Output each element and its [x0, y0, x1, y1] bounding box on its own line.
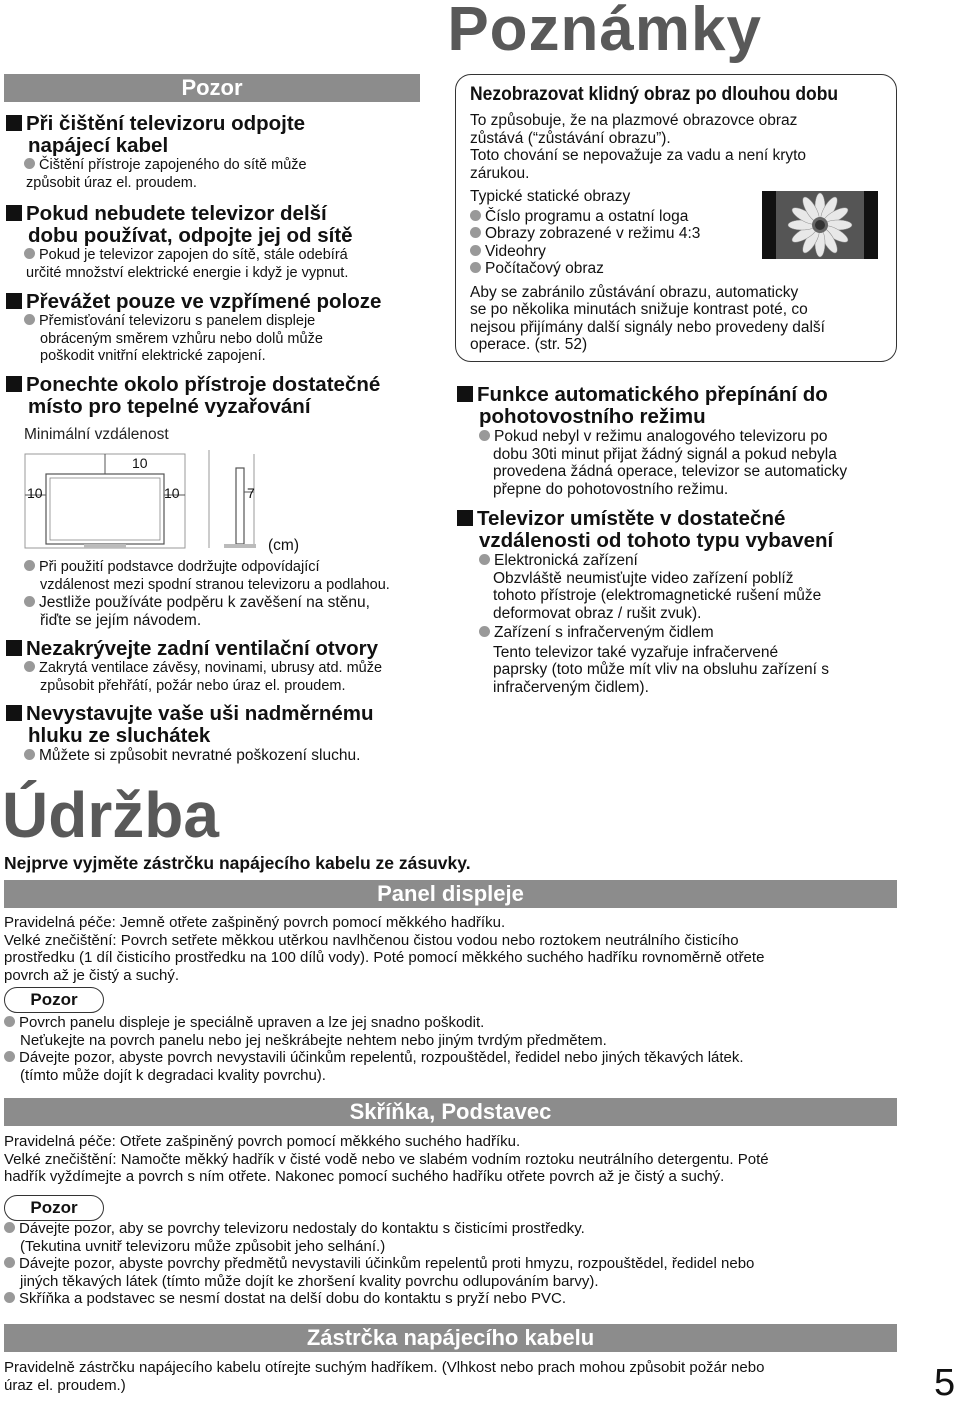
caution-section-vents	[6, 638, 426, 695]
square-bullet-icon	[6, 205, 22, 221]
body-text: Dávejte pozor, abyste povrch nevystavili účinkům repelentů, rozpouštědel, ředidel nebo jiných těkavých látek.	[19, 1049, 744, 1066]
section-heading-line2: napájecí kabel	[28, 134, 169, 157]
body-text: Velké znečištění: Namočte měkký hadřík v čisté vodě nebo ve slabém vodním roztoku neutrálního detergentu. Poté	[4, 1150, 769, 1168]
cabinet-care-text	[4, 1133, 904, 1186]
caution-section-transport	[6, 291, 426, 366]
circle-bullet-icon	[4, 1257, 15, 1268]
page-title: Poznámky	[447, 0, 762, 64]
body-text: infračerveným čidlem).	[493, 678, 649, 696]
list-item: Počítačový obraz	[485, 260, 604, 277]
circle-bullet-icon	[24, 314, 35, 325]
section-heading-line2: pohotovostního režimu	[479, 405, 706, 428]
circle-bullet-icon	[4, 1051, 15, 1062]
circle-bullet-icon	[24, 560, 35, 571]
circle-bullet-icon	[4, 1222, 15, 1233]
caution-section-ventilation-space	[6, 374, 426, 444]
square-bullet-icon	[6, 293, 22, 309]
body-text: se po několika minutách snižuje kontrast poté, co	[470, 301, 808, 318]
list-item: Obrazy zobrazené v režimu 4:3	[485, 225, 701, 242]
circle-bullet-icon	[24, 248, 35, 259]
body-text: Pravidelná péče: Jemně otřete zašpiněný povrch pomocí měkkého hadříku.	[4, 914, 506, 931]
panel-bar: Panel displeje	[4, 880, 897, 908]
clearance-left-label: 10	[27, 485, 43, 501]
circle-bullet-icon	[24, 158, 35, 169]
panel-caution-label: Pozor	[4, 987, 104, 1013]
circle-bullet-icon	[24, 596, 35, 607]
body-text: obráceným směrem vzhůru nebo dolů může	[40, 330, 323, 347]
section-heading-line2: místo pro tepelné vyzařování	[28, 395, 311, 418]
circle-bullet-icon	[479, 554, 490, 565]
body-text: jiných těkavých látek (tímto může dojít ke zhoršení kvality povrchu odlupováním barvy).	[20, 1272, 599, 1290]
body-text: Dávejte pozor, aby se povrchy televizoru nedostaly do kontaktu s čisticími prostředky.	[19, 1220, 585, 1237]
body-text: přepne do pohotovostního režimu.	[493, 480, 729, 498]
body-text: Toto chování se nepovažuje za vadu a není kryto	[470, 147, 807, 164]
section-heading: Funkce automatického přepínání do	[477, 383, 828, 406]
body-text: Zakrytá ventilace závěsy, novinami, ubrusy atd. může	[39, 660, 383, 676]
section-heading-line2: vzdálenosti od tohoto typu vybavení	[479, 529, 834, 552]
section-heading: Převážet pouze ve vzpřímené poloze	[26, 290, 382, 313]
square-bullet-icon	[457, 386, 473, 402]
circle-bullet-icon	[24, 749, 35, 760]
circle-bullet-icon	[24, 661, 35, 672]
body-text: deformovat obraz / rušit zvuk).	[493, 604, 702, 622]
body-text: Obzvláště neumisťujte video zařízení poblíž	[493, 569, 794, 587]
list-item: Číslo programu a ostatní loga	[485, 207, 689, 225]
panel-care-text	[4, 914, 904, 984]
diagram-label: Minimální vzdálenost	[24, 426, 169, 443]
body-text: tohoto přístroje (elektromagnetické rušení může	[493, 587, 822, 604]
body-text: Povrch panelu displeje je speciálně upraven a lze jej snadno poškodit.	[19, 1014, 485, 1031]
page-number: 5	[934, 1362, 956, 1404]
body-text: nejsou přijímány další signály nebo provedeny další	[470, 318, 825, 336]
body-text: Pravidelně zástrčku napájecího kabelu otírejte suchým hadříkem. (Vlhkost nebo prach mohou způsobit požár nebo	[4, 1359, 765, 1376]
square-bullet-icon	[6, 640, 22, 656]
body-text: operace. (str. 52)	[470, 336, 588, 353]
list-item: Zařízení s infračerveným čidlem	[494, 624, 714, 641]
clearance-back-label: 7	[247, 485, 255, 501]
circle-bullet-icon	[470, 227, 481, 238]
body-text: Čištění přístroje zapojeného do sítě může	[39, 157, 307, 173]
caution-ventilation-notes	[24, 559, 434, 629]
section-heading: Nevystavujte vaše uši nadměrnému	[26, 702, 374, 725]
note-box-title: Nezobrazovat klidný obraz po dlouhou dobu	[470, 84, 839, 105]
body-text: dobu 30ti minut přijat žádný signál a pokud nebyla	[493, 445, 837, 463]
section-heading: Ponechte okolo přístroje dostatečné	[26, 373, 381, 396]
circle-bullet-icon	[4, 1016, 15, 1027]
body-text: úraz el. proudem.)	[4, 1376, 126, 1394]
cabinet-bar: Skříňka, Podstavec	[4, 1098, 897, 1126]
body-text: Tento televizor také vyzařuje infračervené	[493, 643, 779, 661]
body-text: Pravidelná péče: Otřete zašpiněný povrch pomocí měkkého suchého hadříku.	[4, 1133, 521, 1150]
square-bullet-icon	[6, 115, 22, 131]
caution-section-headphones	[6, 703, 426, 765]
plug-bar: Zástrčka napájecího kabelu	[4, 1324, 897, 1352]
circle-bullet-icon	[479, 430, 490, 441]
standby-function-section	[457, 384, 907, 498]
body-text: Při použití podstavce dodržujte odpovídající	[39, 559, 320, 575]
body-text: paprsky (toto může mít vliv na obsluhu zařízení s	[493, 661, 829, 678]
circle-bullet-icon	[470, 262, 481, 273]
square-bullet-icon	[6, 705, 22, 721]
clearance-right-label: 10	[164, 485, 180, 501]
body-text: Dávejte pozor, abyste povrchy předmětů nevystavili účinkům repelentů proti hmyzu, rozpouštědel, ředidel nebo	[19, 1255, 755, 1272]
body-text: Velké znečištění: Povrch setřete měkkou utěrkou navlhčenou čistou vodou nebo roztokem neutrálního čisticího	[4, 931, 739, 949]
square-bullet-icon	[457, 510, 473, 526]
body-text: Pokud nebyl v režimu analogového televizoru po	[494, 428, 828, 445]
unit-label: (cm)	[268, 537, 299, 554]
body-text: poškodit vnitřní elektrické zapojení.	[40, 348, 266, 364]
body-text: To způsobuje, že na plazmové obrazovce obraz	[470, 112, 798, 129]
maintenance-intro: Nejprve vyjměte zástrčku napájecího kabelu ze zásuvky.	[4, 853, 471, 873]
circle-bullet-icon	[470, 245, 481, 256]
section-heading: Pokud nebudete televizor delší	[26, 202, 327, 225]
section-heading-line2: hluku ze sluchátek	[28, 724, 211, 747]
section-heading: Při čištění televizoru odpojte	[26, 112, 306, 135]
caution-bar	[4, 74, 420, 102]
body-text: Neťukejte na povrch panelu nebo jej neškrábejte nehtem nebo jiným tvrdým předmětem.	[20, 1031, 607, 1049]
section-heading: Televizor umístěte v dostatečné	[477, 507, 786, 530]
square-bullet-icon	[6, 376, 22, 392]
cabinet-caution-list	[4, 1220, 904, 1308]
body-text: řiďte se jejím návodem.	[40, 611, 202, 629]
body-text: Jestliže používáte podpěru k zavěšení na stěnu,	[39, 594, 370, 611]
body-text: provedena žádná operace, televizor se automaticky	[493, 463, 848, 480]
body-text: určité množství elektrické energie i když je vypnut.	[26, 264, 349, 281]
circle-bullet-icon	[479, 626, 490, 637]
caution-section-cleaning	[6, 113, 426, 192]
body-text: Skříňka a podstavec se nesmí dostat na delší dobu do kontaktu s pryží nebo PVC.	[19, 1290, 566, 1307]
section-heading: Nezakrývejte zadní ventilační otvory	[26, 637, 379, 660]
body-text: vzdálenost mezi spodní stranou televizoru a podlahou.	[40, 576, 390, 593]
body-text: způsobit přehřátí, požár nebo úraz el. proudem.	[40, 677, 346, 694]
list-item: Videohry	[485, 242, 546, 260]
body-text: (Tekutina uvnitř televizoru může způsobit jeho selhání.)	[20, 1237, 386, 1255]
panel-caution-list	[4, 1014, 904, 1084]
body-text: způsobit úraz el. proudem.	[26, 174, 197, 191]
maintenance-title: Údržba	[2, 779, 219, 851]
plug-care-text	[4, 1359, 904, 1394]
body-text: Můžete si způsobit nevratné poškození sluchu.	[39, 747, 361, 764]
distance-section	[457, 508, 907, 696]
cabinet-caution-label: Pozor	[4, 1195, 104, 1221]
typical-static-images-label: Typické statické obrazy	[470, 188, 631, 205]
body-text: Pokud je televizor zapojen do sítě, stále odebírá	[39, 247, 348, 263]
body-text: Přemisťování televizoru s panelem displeje	[39, 313, 316, 329]
body-text: (tímto může dojít k degradaci kvality povrchu).	[20, 1066, 326, 1084]
body-text: zůstává (“zůstávání obrazu”).	[470, 129, 671, 147]
clearance-diagram	[24, 448, 304, 552]
body-text: povrch až je čistý a suchý.	[4, 966, 180, 984]
body-text: hadřík vyždímejte a povrch s ním otřete. Nakonec pomocí suchého hadříku otřete povrch až je čistý a suchý.	[4, 1168, 725, 1185]
body-text: prostředku (1 díl čisticího prostředku na 100 dílů vody). Poté pomocí měkkého suchého hadříku rovnoměrně otřete	[4, 949, 765, 966]
body-text: zárukou.	[470, 164, 530, 182]
flower-image-thumbnail	[762, 191, 878, 259]
caution-section-unplug	[6, 203, 426, 282]
circle-bullet-icon	[470, 210, 481, 221]
clearance-top-label: 10	[132, 455, 148, 471]
caution-title: Pozor	[181, 75, 243, 100]
section-heading-line2: dobu používat, odpojte jej od sítě	[28, 224, 353, 247]
circle-bullet-icon	[4, 1292, 15, 1303]
body-text: Aby se zabránilo zůstávání obrazu, automaticky	[470, 283, 799, 301]
list-item: Elektronická zařízení	[494, 552, 638, 569]
